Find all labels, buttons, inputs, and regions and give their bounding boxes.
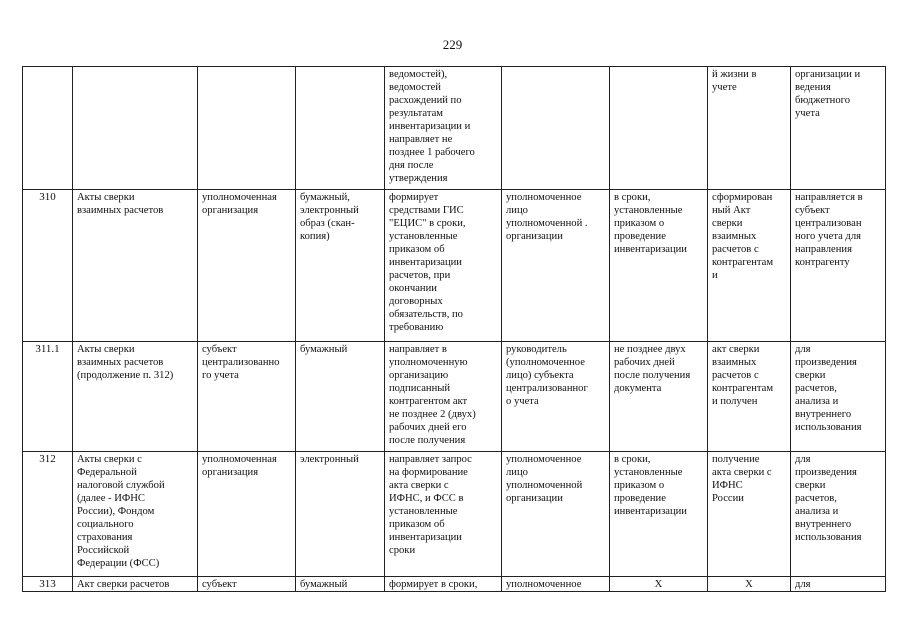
- document-name-cell: Акты сверки взаимных расчетов (продолжение п. 312): [73, 342, 198, 452]
- action-cell: ведомостей), ведомостей расхождений по результатам инвентаризации и направляет не позднее 1 рабочего дня после утверждения: [385, 67, 502, 190]
- deadline-cell: [610, 67, 708, 190]
- table-row: [23, 452, 886, 577]
- row-number: 313: [23, 577, 73, 592]
- purpose-cell: для: [791, 577, 886, 592]
- document-name-cell: Акты сверки с Федеральной налоговой службой (далее - ИФНС России), Фондом социального страхования Российской Федерации (ФСС): [73, 452, 198, 577]
- table-row: [23, 342, 886, 452]
- table-row: [23, 67, 886, 190]
- deadline-cell: X: [610, 577, 708, 592]
- responsible-cell: уполномоченная организация: [198, 190, 296, 342]
- responsible-cell: [198, 67, 296, 190]
- form-cell: бумажный: [296, 577, 385, 592]
- document-name-cell: Акт сверки расчетов: [73, 577, 198, 592]
- row-number: 311.1: [23, 342, 73, 452]
- action-cell: формирует средствами ГИС "ЕЦИС" в сроки, установленные приказом об инвентаризации расчетов, при окончании договорных обязательств, по требованию: [385, 190, 502, 342]
- executor-cell: руководитель (уполномоченное лицо) субъекта централизованног о учета: [502, 342, 610, 452]
- document-table: [22, 66, 886, 592]
- form-cell: бумажный: [296, 342, 385, 452]
- executor-cell: уполномоченное: [502, 577, 610, 592]
- receiver-cell: й жизни в учете: [708, 67, 791, 190]
- receiver-cell: получение акта сверки с ИФНС России: [708, 452, 791, 577]
- document-name-cell: Акты сверки взаимных расчетов: [73, 190, 198, 342]
- purpose-cell: для произведения сверки расчетов, анализа и внутреннего использования: [791, 452, 886, 577]
- purpose-cell: для произведения сверки расчетов, анализа и внутреннего использования: [791, 342, 886, 452]
- document-name-cell: [73, 67, 198, 190]
- row-number: 310: [23, 190, 73, 342]
- deadline-cell: не позднее двух рабочих дней после получения документа: [610, 342, 708, 452]
- receiver-cell: X: [708, 577, 791, 592]
- responsible-cell: субъект: [198, 577, 296, 592]
- executor-cell: уполномоченное лицо уполномоченной организации: [502, 452, 610, 577]
- table-row: [23, 577, 886, 592]
- form-cell: бумажный, электронный образ (скан- копия): [296, 190, 385, 342]
- row-number: [23, 67, 73, 190]
- receiver-cell: сформирован ный Акт сверки взаимных расчетов с контрагентам и: [708, 190, 791, 342]
- purpose-cell: направляется в субъект централизован ного учета для направления контрагенту: [791, 190, 886, 342]
- receiver-cell: акт сверки взаимных расчетов с контрагентам и получен: [708, 342, 791, 452]
- action-cell: направляет запрос на формирование акта сверки с ИФНС, и ФСС в установленные приказом об инвентаризации сроки: [385, 452, 502, 577]
- row-number: 312: [23, 452, 73, 577]
- page-number: 229: [442, 37, 463, 52]
- deadline-cell: в сроки, установленные приказом о проведение инвентаризации: [610, 452, 708, 577]
- form-cell: [296, 67, 385, 190]
- responsible-cell: субъект централизованно го учета: [198, 342, 296, 452]
- action-cell: направляет в уполномоченную организацию подписанный контрагентом акт не позднее 2 (двух) рабочих дней его после получения: [385, 342, 502, 452]
- executor-cell: [502, 67, 610, 190]
- purpose-cell: организации и ведения бюджетного учета: [791, 67, 886, 190]
- form-cell: электронный: [296, 452, 385, 577]
- executor-cell: уполномоченное лицо уполномоченной . организации: [502, 190, 610, 342]
- deadline-cell: в сроки, установленные приказом о проведение инвентаризации: [610, 190, 708, 342]
- action-cell: формирует в сроки,: [385, 577, 502, 592]
- responsible-cell: уполномоченная организация: [198, 452, 296, 577]
- table-row: [23, 190, 886, 342]
